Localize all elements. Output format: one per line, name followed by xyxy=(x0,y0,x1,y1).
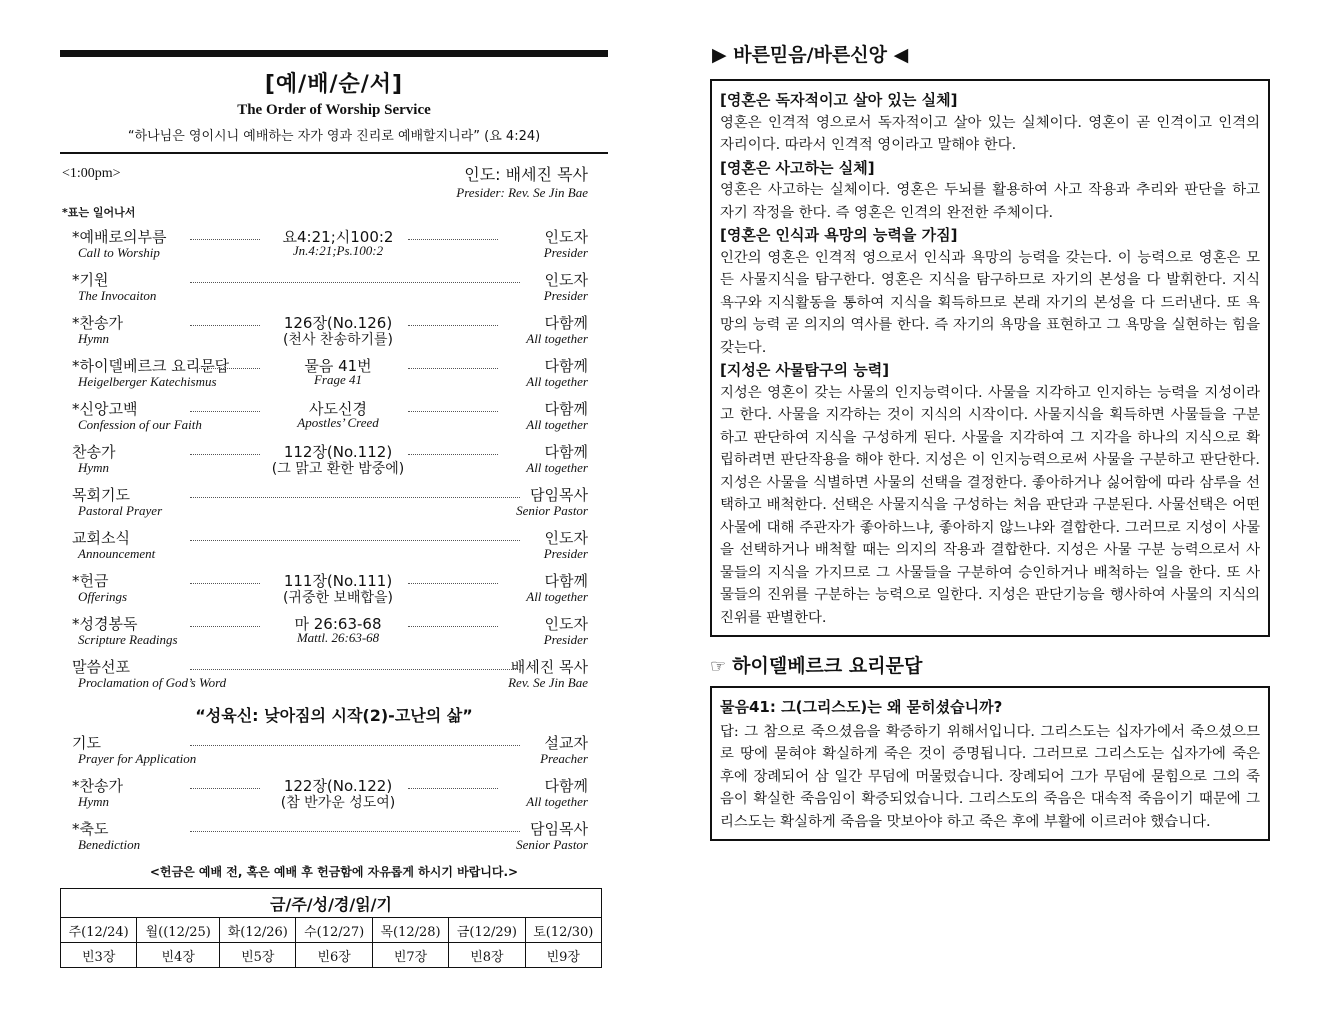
service-time: <1:00pm> xyxy=(62,166,121,181)
reading-chapter: 빈6장 xyxy=(296,943,372,968)
item-detail-sub: (참 반가운 성도여) xyxy=(280,795,396,811)
presider xyxy=(456,162,588,201)
catechism-box xyxy=(710,686,1270,841)
item-leader-en: Presider xyxy=(543,632,588,647)
item-leader-en: Senior Pastor xyxy=(516,503,588,518)
faith-section-heading: [영혼은 인식과 욕망의 능력을 가짐] xyxy=(720,226,958,244)
item-title-ko: *찬송가 xyxy=(72,777,123,795)
reading-day: 화(12/26) xyxy=(220,918,296,943)
item-title-en: Confession of our Faith xyxy=(78,417,202,432)
item-title-en: Prayer for Application xyxy=(78,751,197,766)
order-of-worship xyxy=(60,50,608,880)
item-detail-sub: Mattl. 26:63-68 xyxy=(296,630,380,645)
item-title-ko: *신앙고백 xyxy=(72,400,138,418)
worship-item xyxy=(60,484,608,527)
reading-chapter: 빈8장 xyxy=(449,943,525,968)
faith-heading: ▶ 바른믿음/바른신앙 ◀ xyxy=(712,44,909,66)
item-leader-ko: 다함께 xyxy=(544,443,588,461)
worship-item xyxy=(60,613,608,656)
reading-chapter: 빈3장 xyxy=(61,943,137,968)
item-title-ko: *예배로의부름 xyxy=(72,228,167,246)
item-leader-en: Presider xyxy=(543,546,588,561)
item-detail: 물음 41번 xyxy=(304,357,372,375)
reading-day: 수(12/27) xyxy=(296,918,372,943)
item-title-ko: *하이델베르크 요리문답 xyxy=(72,357,230,375)
item-title-en: Hymn xyxy=(78,331,110,346)
leader-dots xyxy=(408,411,498,412)
item-detail-sub: (귀중한 보배합을) xyxy=(282,590,394,606)
leader-dots xyxy=(190,282,520,283)
worship-item xyxy=(60,527,608,570)
faith-section-heading: [영혼은 사고하는 실체] xyxy=(720,158,875,177)
reading-days-row xyxy=(61,918,602,943)
item-title-ko: *찬송가 xyxy=(72,314,123,332)
item-title-ko: 말씀선포 xyxy=(72,658,130,676)
worship-item xyxy=(60,226,608,269)
item-title-ko: 기도 xyxy=(72,734,101,752)
item-title-ko: *기원 xyxy=(72,271,109,289)
item-detail: 사도신경 xyxy=(309,400,367,418)
worship-item xyxy=(60,656,608,699)
leader-dots xyxy=(190,669,520,670)
faith-section-heading: [지성은 사물탐구의 능력] xyxy=(720,361,890,379)
item-leader-ko: 다함께 xyxy=(544,314,588,332)
item-detail: 111장(No.111) xyxy=(283,572,393,590)
faith-section-text: 지성은 영혼이 갖는 사물의 인지능력이다. 사물을 지각하고 인지하는 능력을 지성이라고 한다. 사물을 지각하는 것이 지식의 시작이다. 사물지식을 획득하면 사물들을 구분하고 판단하여 지식을 구성하게 된다. 사물을 지각하여 그 지각을 하나의 지식으로 확립하려면 판단작용을 해야 한다. 지성은 이 인지능력으로써 사물을 구분하고 판단한다. 지성은 사물을 식별하면 사물의 선택을 결정한다. 좋아하거나 싫어함에 따라 삼루을 선택하고 배척한다. 선택은 사물지식을 구성하는 처음 판단과 구분된다. 사물선택은 어떤 사물에 대해 주관자가 좋아하느냐, 좋아하지 않느냐와 결합한다. 그러므로 지성이 사물을 선택하거나 배척할 때는 의지의 작용과 결합한다. 지성은 사물 구분 능력으로서 사물들의 지식을 가지므로 그 사물들을 구분하여 승인하거나 배척하는 일을 한다. 또 사물들의 진위를 구분하는 능력으로 일한다. 지성은 판단기능을 행사하여 사물의 지식의 진위를 판별한다. xyxy=(720,384,1260,626)
catechism-heading: 하이델베르크 요리문답 xyxy=(732,655,923,677)
catechism-answer: 답: 그 참으로 죽으셨음을 확증하기 위해서입니다. 그리스도는 십자가에서 죽으셨으므로 땅에 묻혀야 확실하게 죽은 것이 증명됩니다. 그러므로 그리스도는 십자가에 죽은 후에 장례되어 삼 일간 무덤에 머물렀습니다. 장례되어 그가 무덤에 묻힘으로 그의 죽음이 확실한 죽음임이 확증되었습니다. 그리스도의 죽음은 대속적 죽음이기 때문에 그리스도는 확실하게 죽음을 맛보아야 하고 죽은 후에 부활에 이르러야 했습니다. xyxy=(720,723,1260,830)
item-detail-sub: Frage 41 xyxy=(313,372,363,387)
item-title-en: Proclamation of God’s Word xyxy=(78,675,227,690)
reading-day: 목(12/28) xyxy=(372,918,448,943)
order-title: [예/배/순/서] xyxy=(264,72,404,97)
worship-item xyxy=(60,441,608,484)
order-verse: “하나님은 영이시니 예배하는 자가 영과 진리로 예배할지니라” (요 4:24) xyxy=(127,129,541,144)
leader-dots xyxy=(190,540,520,541)
right-column xyxy=(710,40,1270,841)
item-leader-ko: 다함께 xyxy=(544,357,588,375)
faith-section-text: 인간의 영혼은 인격적 영으로서 인식과 욕망의 능력을 갖는다. 이 능력으로 영혼은 모든 사물지식을 탐구한다. 영혼은 지식을 탐구하므로 자기의 본성을 다 발휘한다. 지식욕구와 지식활동을 통하여 지식을 획득하므로 본래 자기의 본성을 다 드러낸다. 또 욕망의 능력 곧 의지의 역사를 한다. 즉 자기의 욕망을 표현하고 그 욕망을 실현하는 힘을 갖는다. xyxy=(720,249,1260,356)
item-leader-en: All together xyxy=(526,331,588,346)
item-leader-ko: 다함께 xyxy=(544,572,588,590)
leader-dots xyxy=(408,325,498,326)
item-title-ko: 찬송가 xyxy=(72,443,116,461)
item-detail: 마 26:63-68 xyxy=(294,615,382,633)
worship-items-after-sermon xyxy=(60,732,608,861)
leader-dots xyxy=(408,239,498,240)
reading-day: 주(12/24) xyxy=(61,918,137,943)
item-leader-ko: 다함께 xyxy=(544,400,588,418)
item-leader-ko: 인도자 xyxy=(544,271,588,289)
item-leader-en: Rev. Se Jin Bae xyxy=(508,675,588,690)
worship-item xyxy=(60,312,608,355)
item-leader-ko: 설교자 xyxy=(544,734,588,752)
worship-item xyxy=(60,818,608,861)
item-title-ko: *축도 xyxy=(72,820,109,838)
item-detail-sub: Apostles’ Creed xyxy=(297,415,379,430)
item-leader-en: Presider xyxy=(543,245,588,260)
item-title-en: Pastoral Prayer xyxy=(78,503,163,518)
worship-item xyxy=(60,775,608,818)
item-title-ko: *성경봉독 xyxy=(72,615,138,633)
leader-dots xyxy=(190,831,520,832)
leader-dots xyxy=(190,583,260,584)
worship-items xyxy=(60,226,608,699)
reading-day: 금(12/29) xyxy=(449,918,525,943)
item-leader-en: Presider xyxy=(543,288,588,303)
item-detail-sub: (그 맑고 환한 밤중에) xyxy=(271,461,405,477)
order-subtitle: The Order of Worship Service xyxy=(237,102,431,118)
item-detail: 126장(No.126) xyxy=(283,314,393,332)
sermon-title: “성육신: 낮아짐의 시작(2)-고난의 삶” xyxy=(195,706,473,725)
worship-item xyxy=(60,570,608,613)
item-leader-en: All together xyxy=(526,374,588,389)
reading-title: 금/주/성/경/읽/기 xyxy=(61,889,602,918)
leader-dots xyxy=(190,454,260,455)
item-title-en: Heigelberger Katechismus xyxy=(78,374,217,389)
item-detail-sub: (천사 찬송하기를) xyxy=(282,332,394,348)
time-row xyxy=(60,160,608,200)
presider-en: Presider: Rev. Se Jin Bae xyxy=(456,185,588,200)
leader-dots xyxy=(408,368,498,369)
leader-dots xyxy=(408,788,498,789)
divider xyxy=(60,152,608,154)
leader-dots xyxy=(408,583,498,584)
leader-dots xyxy=(190,745,520,746)
pointing-hand-icon: ☞ xyxy=(710,656,727,677)
item-leader-en: Senior Pastor xyxy=(516,837,588,852)
leader-dots xyxy=(190,788,260,789)
item-leader-en: All together xyxy=(526,589,588,604)
offering-note: <헌금은 예배 전, 혹은 예배 후 헌금함에 자유롭게 하시기 바랍니다.> xyxy=(149,865,519,879)
item-detail: 요4:21;시100:2 xyxy=(282,228,394,246)
leader-dots xyxy=(190,368,260,369)
item-title-en: The Invocaiton xyxy=(78,288,157,303)
stand-note: *표는 일어나서 xyxy=(62,206,136,219)
worship-item xyxy=(60,355,608,398)
item-leader-ko: 인도자 xyxy=(544,615,588,633)
faith-section-heading: [영혼은 독자적이고 살아 있는 실체] xyxy=(720,91,958,109)
item-leader-ko: 담임목사 xyxy=(530,486,588,504)
catechism-heading-row xyxy=(710,651,1270,678)
faith-box xyxy=(710,79,1270,637)
item-leader-ko: 배세진 목사 xyxy=(510,658,588,676)
item-leader-en: All together xyxy=(526,460,588,475)
item-title-en: Scripture Readings xyxy=(78,632,178,647)
item-title-en: Announcement xyxy=(78,546,156,561)
leader-dots xyxy=(190,626,260,627)
leader-dots xyxy=(190,497,520,498)
item-title-en: Call to Worship xyxy=(78,245,160,260)
reading-chapter: 빈7장 xyxy=(372,943,448,968)
item-title-ko: 교회소식 xyxy=(72,529,130,547)
item-detail: 112장(No.112) xyxy=(283,443,393,461)
bible-reading-table xyxy=(60,888,602,968)
faith-section-text: 영혼은 인격적 영으로서 독자적이고 살아 있는 실체이다. 영혼이 곧 인격이고 인격의 자리이다. 따라서 인격적 영이라고 말해야 한다. xyxy=(720,114,1260,153)
catechism-question: 물음41: 그(그리스도)는 왜 묻히셨습니까? xyxy=(720,698,1003,716)
item-leader-ko: 다함께 xyxy=(544,777,588,795)
reading-day: 토(12/30) xyxy=(525,918,601,943)
worship-item xyxy=(60,398,608,441)
item-title-en: Benediction xyxy=(78,837,141,852)
item-title-en: Hymn xyxy=(78,460,110,475)
faith-section-text: 영혼은 사고하는 실체이다. 영혼은 두뇌를 활용하여 사고 작용과 추리와 판단을 하고 자기 작정을 한다. 즉 영혼은 인격의 완전한 주체이다. xyxy=(720,182,1260,221)
worship-item xyxy=(60,269,608,312)
item-title-ko: *헌금 xyxy=(72,572,109,590)
leader-dots xyxy=(408,626,498,627)
item-leader-en: All together xyxy=(526,417,588,432)
leader-dots xyxy=(190,411,260,412)
leader-dots xyxy=(408,454,498,455)
item-title-en: Hymn xyxy=(78,794,110,809)
item-leader-en: Preacher xyxy=(540,751,588,766)
presider-ko: 인도: 배세진 목사 xyxy=(464,165,588,184)
reading-chapter: 빈5장 xyxy=(220,943,296,968)
item-leader-ko: 인도자 xyxy=(544,529,588,547)
reading-chapter: 빈9장 xyxy=(525,943,601,968)
leader-dots xyxy=(190,325,260,326)
item-leader-ko: 담임목사 xyxy=(530,820,588,838)
item-title-en: Offerings xyxy=(78,589,128,604)
item-leader-ko: 인도자 xyxy=(544,228,588,246)
reading-day: 월((12/25) xyxy=(137,918,220,943)
item-leader-en: All together xyxy=(526,794,588,809)
reading-chapter: 빈4장 xyxy=(137,943,220,968)
leader-dots xyxy=(190,239,260,240)
reading-chapters-row xyxy=(61,943,602,968)
item-detail: 122장(No.122) xyxy=(283,777,393,795)
item-title-ko: 목회기도 xyxy=(72,486,130,504)
top-bar xyxy=(60,50,608,57)
item-detail-sub: Jn.4:21;Ps.100:2 xyxy=(292,243,384,258)
worship-item xyxy=(60,732,608,775)
